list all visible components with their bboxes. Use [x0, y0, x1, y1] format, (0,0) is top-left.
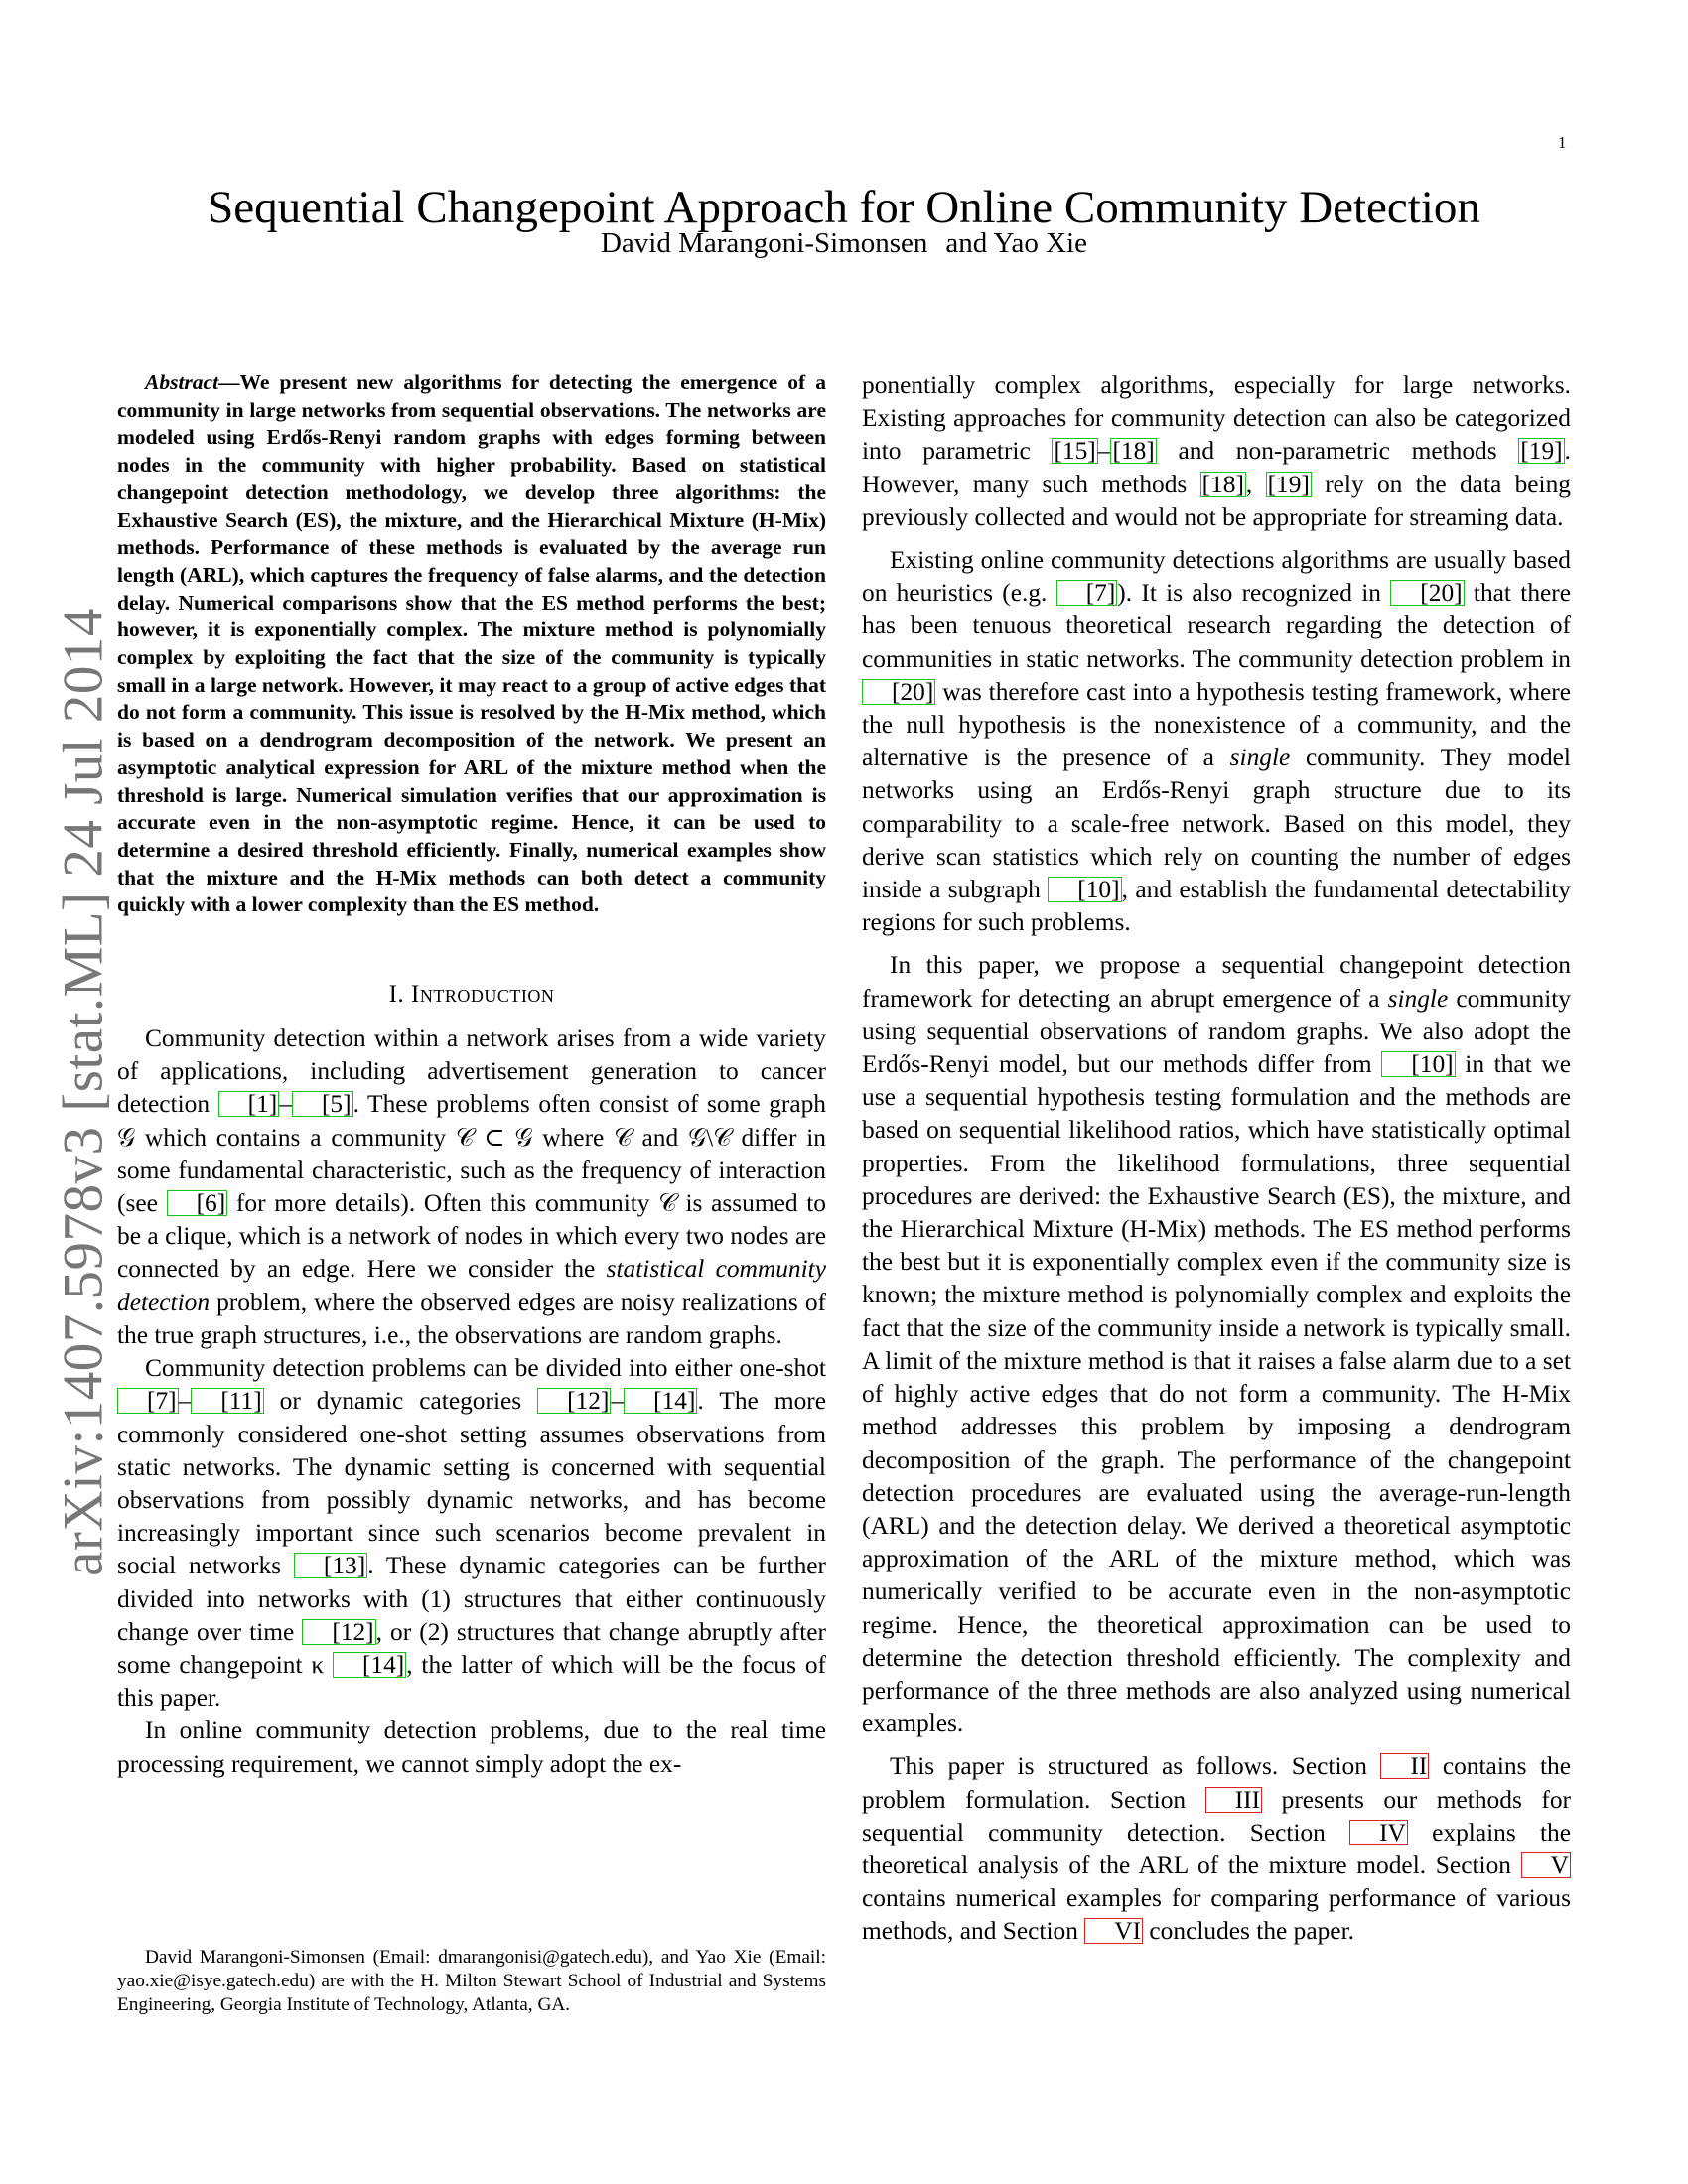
text-run: Community detection within a network arises from a wide variety of applications, including advertisement generation to cancer detection	[117, 1024, 826, 1119]
text-run: contains the problem formulation. Section	[862, 1752, 1571, 1814]
text-run: , the latter of which will be the focus of this paper.	[117, 1650, 826, 1712]
intro-paragraph-2	[117, 1352, 826, 1714]
intro-paragraph-3: In online community detection problems, due to the real time processing requirement, we cannot simply adopt the ex-	[117, 1716, 826, 1778]
text-run: contains numerical examples for comparing performance of various methods, and Section	[862, 1884, 1571, 1946]
text-run: –	[178, 1387, 192, 1416]
citation-link[interactable]: [5]	[292, 1091, 353, 1117]
text-run: , or (2) structures that change abruptly after some changepoint κ	[117, 1617, 826, 1679]
citation-link[interactable]: [11]	[191, 1388, 263, 1414]
text-run: –	[611, 1387, 625, 1416]
citation-link[interactable]: [7]	[117, 1388, 179, 1414]
author-footnote: David Marangoni-Simonsen (Email: dmarangonisi@gatech.edu), and Yao Xie (Email: yao.xie@isye.gatech.edu) are with the H. Milton Stewart School of Industrial and Systems Engineering, Georgia Institute of Technology, Atlanta, GA.	[117, 1947, 826, 2015]
text-run: rely on the data being previously collected and would not be appropriate for streaming data.	[862, 470, 1571, 531]
citation-link[interactable]: [18]	[1201, 470, 1244, 498]
citation-link[interactable]: [13]	[294, 1553, 367, 1578]
author-name: David Marangoni-Simonsen	[600, 227, 928, 259]
text-run: . These problems often consist of some graph 𝒢 which contains a community 𝒞 ⊂ 𝒢 where 𝒞 and 𝒢\𝒞 differ in some fundamental characteristic, such as the frequency of interaction (see	[117, 1090, 827, 1218]
citation-link[interactable]: [10]	[1048, 877, 1121, 902]
text-run: concludes the paper.	[1143, 1917, 1354, 1946]
text-run: ,	[1245, 470, 1266, 498]
section-ref-link[interactable]: III	[1205, 1787, 1262, 1813]
section-ref-link[interactable]: II	[1380, 1753, 1429, 1779]
citation-link[interactable]: [12]	[537, 1388, 611, 1414]
citation-link[interactable]: [20]	[862, 679, 935, 705]
citation-link[interactable]: [15]	[1054, 437, 1096, 466]
text-run: Existing online community detections algorithms are usually based on heuristics (e.g.	[862, 546, 1571, 608]
left-column	[117, 369, 826, 1781]
text-run: –	[279, 1090, 292, 1119]
right-paragraph-3	[862, 949, 1571, 1740]
text-run: community. They model networks using an Erdős-Renyi graph structure due to its comparability to a scale-free network. Based on this model, they derive scan statistics which rely on counting the number of edges inside a subgraph	[862, 744, 1571, 904]
right-paragraph-2	[862, 544, 1571, 939]
citation-link[interactable]: [19]	[1520, 437, 1563, 466]
citation-link[interactable]: [7]	[1056, 580, 1118, 606]
section-heading-introduction	[117, 979, 826, 1011]
citation-link[interactable]: [1]	[218, 1091, 280, 1117]
right-column	[862, 369, 1571, 1959]
page-number: 1	[1558, 133, 1567, 152]
text-run: –	[1097, 437, 1111, 466]
text-run: or dynamic categories	[263, 1387, 538, 1416]
text-run: , and establish the fundamental detectability regions for such problems.	[862, 876, 1571, 937]
author-name: and Yao Xie	[945, 227, 1087, 259]
citation-link[interactable]: [20]	[1390, 580, 1464, 606]
text-run: presents our methods for sequential community detection. Section	[862, 1785, 1571, 1846]
author-line	[0, 224, 1688, 262]
citation-link[interactable]: [6]	[167, 1190, 228, 1216]
arxiv-identifier: arXiv:1407.5978v3 [stat.ML] 24 Jul 2014	[52, 608, 115, 1576]
text-run: This paper is structured as follows. Section	[890, 1752, 1381, 1781]
abstract-label: Abstract	[145, 370, 219, 394]
emphasis-text: single	[1387, 984, 1449, 1013]
text-run: ). It is also recognized in	[1117, 579, 1391, 608]
section-ref-link[interactable]: IV	[1349, 1820, 1408, 1845]
text-run: . The more commonly considered one-shot setting assumes observations from static networks. The dynamic setting is concerned with sequential observations from possibly dynamic networks, and has become increasingly important since such scenarios become prevalent in social networks	[117, 1387, 826, 1580]
section-ref-link[interactable]: V	[1521, 1852, 1571, 1878]
text-run: problem, where the observed edges are noisy realizations of the true graph structures, i.e., the observations are random graphs.	[117, 1288, 826, 1349]
citation-link[interactable]: [12]	[302, 1619, 375, 1645]
text-run: was therefore cast into a hypothesis testing framework, where the null hypothesis is the nonexistence of a community, and the alternative is the presence of a	[862, 677, 1571, 772]
right-paragraph-1	[862, 369, 1571, 534]
section-ref-link[interactable]: VI	[1084, 1918, 1143, 1944]
citation-link[interactable]: [19]	[1267, 470, 1310, 498]
text-run: for more details). Often this community 𝒞 is assumed to be a clique, which is a network of nodes in which every two nodes are connected by an edge. Here we consider the	[117, 1189, 826, 1284]
citation-link[interactable]: [14]	[624, 1388, 697, 1414]
text-run: . However, many such methods	[862, 437, 1571, 498]
text-run: community using sequential observations of random graphs. We also adopt the Erdős-Renyi model, but our methods differ from	[862, 984, 1571, 1079]
paper-title: Sequential Changepoint Approach for Online Community Detection	[208, 182, 1480, 234]
section-title: Introduction	[411, 981, 555, 1009]
citation-link[interactable]: [10]	[1381, 1051, 1455, 1077]
abstract	[117, 369, 826, 919]
text-run: ponentially complex algorithms, especially for large networks. Existing approaches for community detection can also be categorized into parametric	[862, 371, 1571, 466]
citation-link[interactable]: [18]	[1112, 437, 1155, 466]
citation-link[interactable]: [14]	[333, 1652, 406, 1678]
text-run: in that we use a sequential hypothesis testing formulation and the methods are based on sequential likelihood ratios, which have statistically optimal properties. From the likelihood formulations, three sequential procedures are derived: the Exhaustive Search (ES), the mixture, and the Hierarchical Mixture (H-Mix) methods. The ES method performs the best but it is exponentially complex even if the community size is known; the mixture method is polynomially complex and exploits the fact that the size of the community inside a network is typically small. A limit of the mixture method is that it raises a false alarm due to a set of highly active edges that do not form a community. The H-Mix method addresses this problem by imposing a dendrogram decomposition of the graph. The performance of the changepoint detection procedures are evaluated using the average-run-length (ARL) and the detection delay. We derived a theoretical asymptotic approximation of the ARL of the mixture method, which was numerically verified to be accurate even in the non-asymptotic regime. Hence, the theoretical approximation can be used to determine the detection threshold efficiently. The complexity and performance of the three methods are also analyzed using numerical examples.	[862, 1050, 1571, 1738]
text-run: In this paper, we propose a sequential changepoint detection framework for detecting an abrupt emergence of a	[862, 951, 1571, 1013]
abstract-text: —We present new algorithms for detecting the emergence of a community in large networks from sequential observations. The networks are modeled using Erdős-Renyi random graphs with edges forming between nodes in the community with higher probability. Based on statistical changepoint detection methodology, we develop three algorithms: the Exhaustive Search (ES), the mixture, and the Hierarchical Mixture (H-Mix) methods. Performance of these methods is evaluated by the average run length (ARL), which captures the frequency of false alarms, and the detection delay. Numerical comparisons show that the ES method performs the best; however, it is exponentially complex. The mixture method is polynomially complex by exploiting the fact that the size of the community is typically small in a large network. However, it may react to a group of active edges that do not form a community. This issue is resolved by the H-Mix method, which is based on a dendrogram decomposition of the network. We present an asymptotic analytical expression for ARL of the mixture method when the threshold is large. Numerical simulation verifies that our approximation is accurate even in the non-asymptotic regime. Hence, it can be used to determine a desired threshold efficiently. Finally, numerical examples show that the mixture and the H-Mix methods can both detect a community quickly with a lower complexity than the ES method.	[117, 370, 826, 917]
text-run: and non-parametric methods	[1156, 437, 1519, 466]
emphasis-text: single	[1229, 744, 1291, 772]
text-run: Community detection problems can be divided into either one-shot	[145, 1354, 826, 1383]
right-paragraph-4	[862, 1750, 1571, 1948]
intro-paragraph-1	[117, 1023, 826, 1352]
text-run: . These dynamic categories can be further divided into networks with (1) structures that either continuously change over time	[117, 1552, 826, 1646]
text-run: that there has been tenuous theoretical research regarding the detection of communities in static networks. The community detection problem in	[862, 579, 1572, 673]
arxiv-sidebar	[48, 596, 119, 1588]
emphasis-text: statistical community detection	[117, 1255, 826, 1316]
section-number: I.	[388, 981, 405, 1009]
text-run: explains the theoretical analysis of the ARL of the mixture model. Section	[862, 1818, 1571, 1879]
